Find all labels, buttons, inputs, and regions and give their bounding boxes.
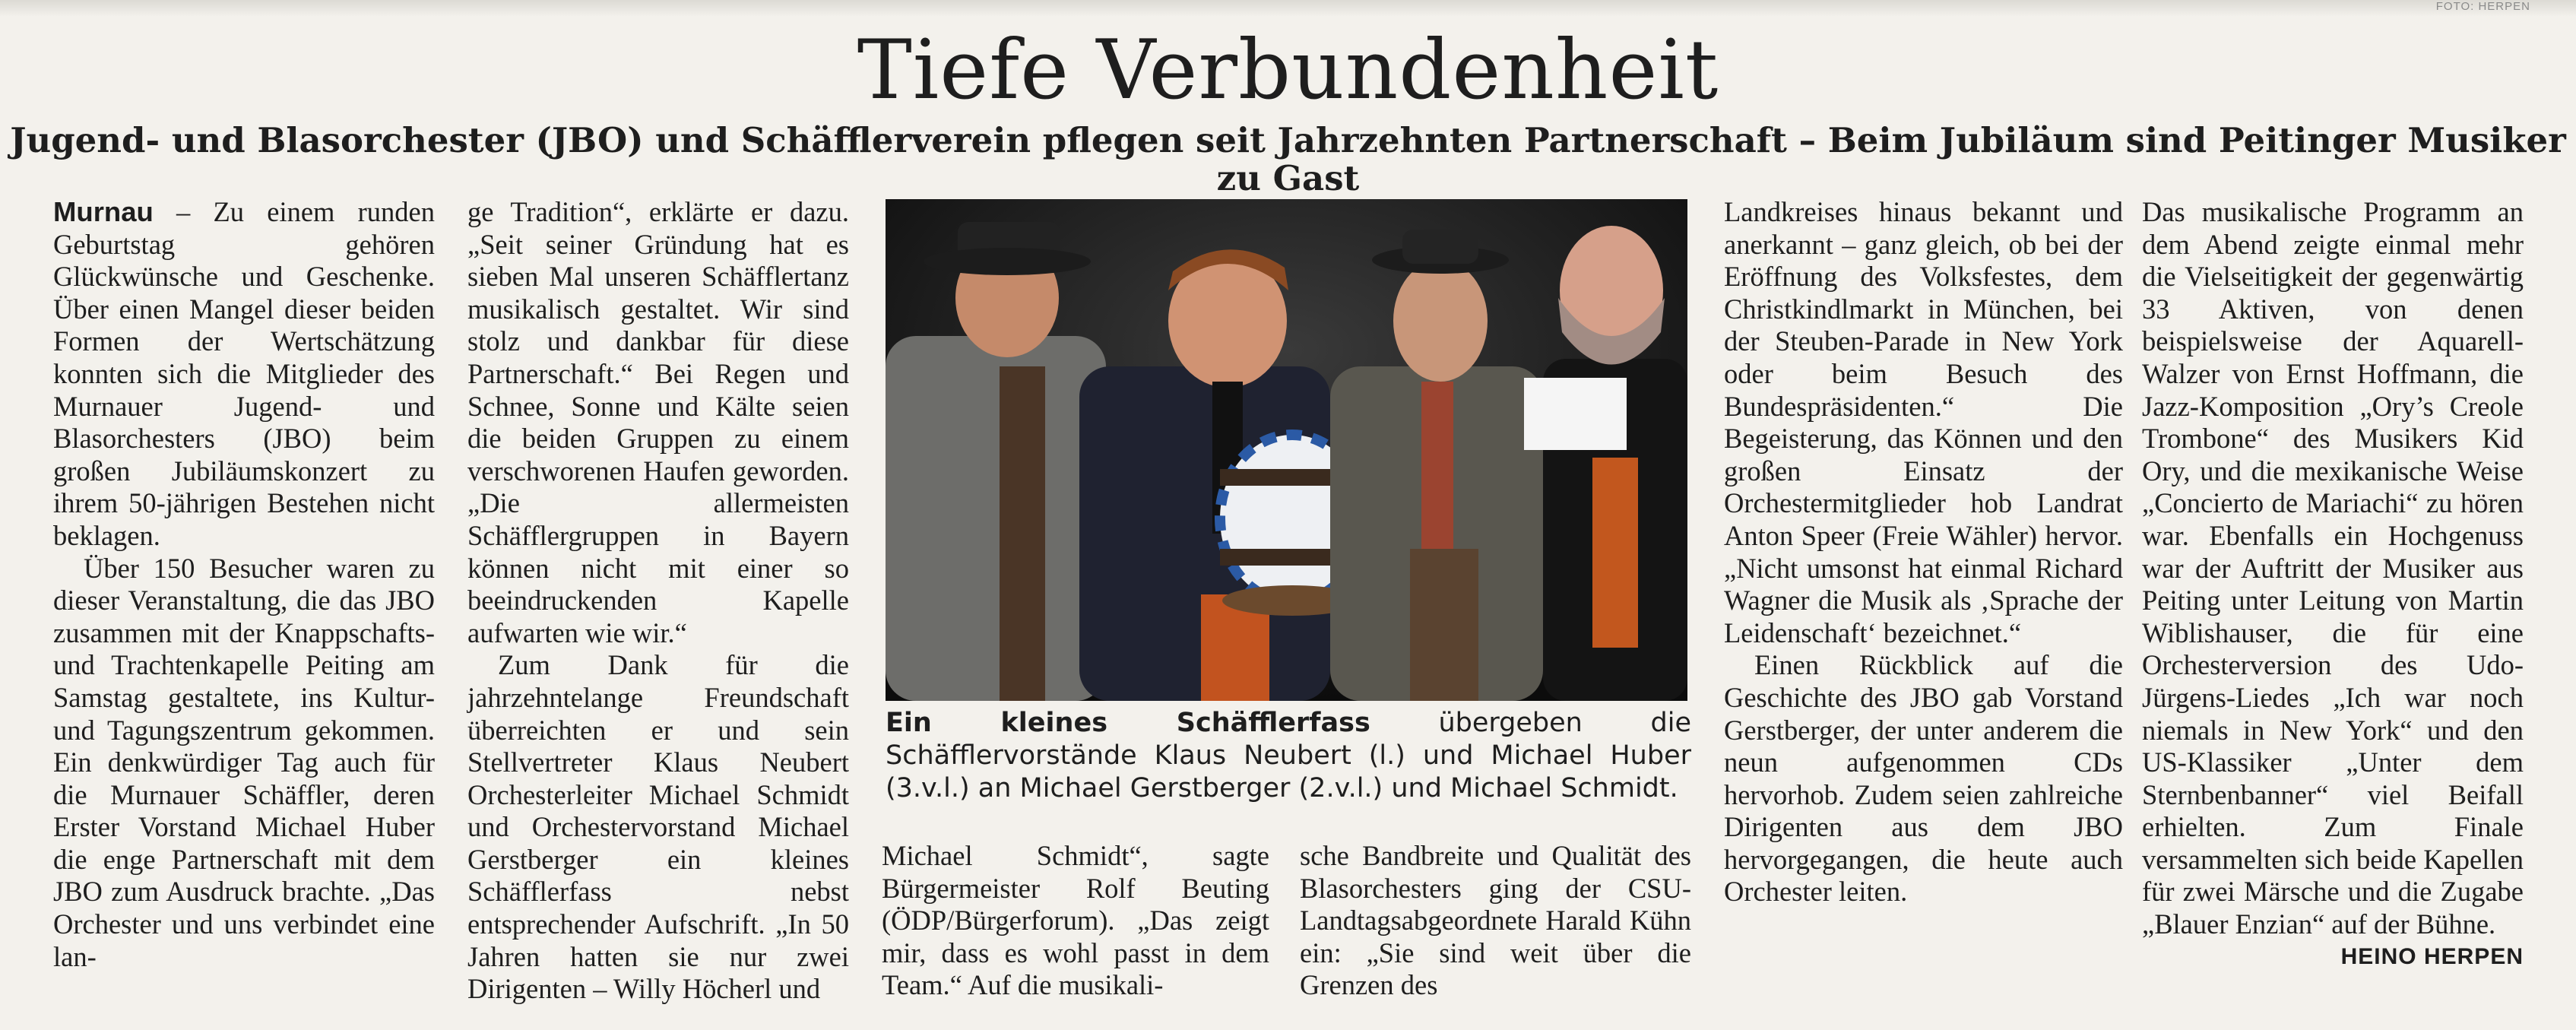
subheadline: Jugend- und Blasorchester (JBO) und Schäfflerverein pflegen seit Jahrzehnten Partnerschaft – Beim Jubiläum sind Peitinger Musiker zu Gast <box>10 120 2566 198</box>
paragraph: Einen Rückblick auf die Geschichte des JBO gab Vorstand Gerstberger, der unter anderem die neun aufgenommen CDs hervorhob. Zudem seien zahlreiche Dirigenten aus dem JBO hervorgegangen, die heute auch Orchester leiten. <box>1724 649 2123 908</box>
photo-caption <box>886 707 1691 805</box>
paragraph-text: – Zu einem runden Geburtstag gehören Glückwünsche und Geschenke. Über einen Mangel dieser beiden Formen der Wertschätzung konnten sich die Mitglieder des Murnauer Jugend- und Blasorchesters (JBO) beim großen Jubiläumskonzert zu ihrem 50-jährigen Bestehen nicht beklagen. <box>53 196 435 551</box>
article-column-2 <box>467 196 849 1006</box>
previous-article-edge <box>0 0 2576 17</box>
paragraph: ge Tradition“, erklärte er dazu. „Seit seiner Gründung hat es sieben Mal unseren Schäfflertanz musikalisch gestaltet. Wir sind stolz und dankbar für diese Partnerschaft.“ Bei Regen und Schnee, Sonne und Kälte seien die beiden Gruppen zu einem verschworenen Haufen geworden. „Die allermeisten Schäfflergruppen in Bayern können nicht mit einer so beeindruckenden Kapelle aufwarten wie wir.“ <box>467 196 849 648</box>
caption-text: übergeben die Schäfflervorstände Klaus Neubert (l.) und Michael Huber (3.v.l.) an Michael Gerstberger (2.v.l.) und Michael Schmidt. <box>886 708 1691 803</box>
article-column-3a <box>882 840 1269 1002</box>
paragraph: Landkreises hinaus bekannt und anerkannt – ganz gleich, ob bei der Eröffnung des Volksfestes, dem Christkindlmarkt in München, bei der Steuben-Parade in New York oder beim Besuch des Bundespräsidenten.“ Die Begeisterung, das Können und den großen Einsatz der Orchestermitglieder hob Landrat Anton Speer (Freie Wähler) hervor. „Nicht umsonst hat einmal Richard Wagner die Musik als ‚Sprache der Leidenschaft‘ bezeichnet.“ <box>1724 196 2123 648</box>
article-column-4 <box>1724 196 2123 908</box>
paragraph: Zum Dank für die jahrzehntelange Freundschaft überreichten er und sein Stellvertreter Klaus Neubert Orchesterleiter Michael Schmidt und Orchestervorstand Michael Gerstberger ein kleines Schäfflerfass nebst entsprechender Aufschrift. „In 50 Jahren hatten sie nur zwei Dirigenten – Willy Höcherl und <box>467 649 849 1005</box>
author-byline: HEINO HERPEN <box>2340 943 2524 969</box>
paragraph <box>2142 196 2524 969</box>
paragraph: Michael Schmidt“, sagte Bürgermeister Rolf Beuting (ÖDP/Bürgerforum). „Das zeigt mir, dass es wohl passt in dem Team.“ Auf die musikali- <box>882 840 1269 1001</box>
photo-credit: FOTO: HERPEN <box>2435 0 2530 13</box>
caption-title: Ein kleines Schäfflerfass <box>886 708 1370 738</box>
article-column-5 <box>2142 196 2524 973</box>
paragraph: Über 150 Besucher waren zu dieser Veranstaltung, die das JBO zusammen mit der Knappschafts- und Trachtenkapelle Peiting am Samstag gestaltete, ins Kultur- und Tagungszentrum gekommen. Ein denkwürdiger Tag auch für die Murnauer Schäffler, deren Erster Vorstand Michael Huber die enge Partnerschaft mit dem JBO zum Ausdruck brachte. „Das Orchester und uns verbindet eine lan- <box>53 552 435 972</box>
article-column-3b <box>1300 840 1691 1002</box>
paragraph: sche Bandbreite und Qualität des Blasorchesters ging der CSU-Landtagsabgeordnete Harald Kühn ein: „Sie sind weit über die Grenzen des <box>1300 840 1691 1001</box>
article-photo <box>886 199 1687 701</box>
headline: Tiefe Verbundenheit <box>857 23 1719 118</box>
photo-illustration <box>886 199 1687 701</box>
dateline: Murnau <box>53 196 154 227</box>
paragraph-text: Das musikalische Programm an dem Abend zeigte einmal mehr die Vielseitigkeit der gegenwärtig 33 Aktiven, von denen beispielsweise der Aquarell-Walzer von Ernst Hoffmann, die Jazz-Komposition „Ory’s Creole Trombone“ des Musikers Kid Ory, und die mexikanische Weise „Concierto de Mariachi“ zu hören war. Ebenfalls ein Hochgenuss war der Auftritt der Musiker aus Peiting unter Leitung von Martin Wiblishauser, die für eine Orchesterversion des Udo-Jürgens-Liedes „Ich war noch niemals in New York“ und den US-Klassiker „Unter dem Sternbenbanner“ viel Beifall erhielten. Zum Finale versammelten sich beide Kapellen für zwei Märsche und die Zugabe „Blauer Enzian“ auf der Bühne. <box>2142 196 2524 940</box>
paragraph <box>53 196 435 553</box>
article-column-1 <box>53 196 435 973</box>
